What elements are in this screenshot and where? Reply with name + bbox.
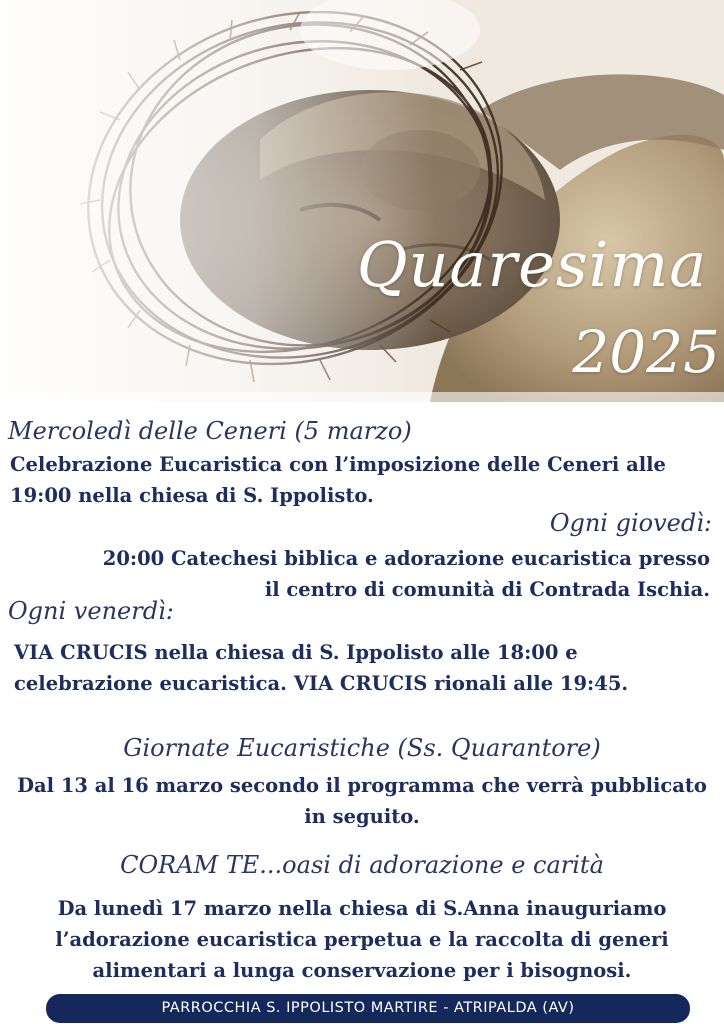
section-friday-text bbox=[14, 637, 724, 699]
text-line: Da lunedì 17 marzo nella chiesa di S.Anna inauguriamo bbox=[57, 897, 667, 920]
section-thursday bbox=[0, 508, 712, 538]
text-line: Dal 13 al 16 marzo secondo il programma che verrà pubblicato bbox=[17, 774, 707, 797]
poster-year: 2025 bbox=[572, 318, 720, 386]
section-heading: Giornate Eucaristiche (Ss. Quarantore) bbox=[123, 734, 601, 762]
text-line: l’adorazione eucaristica perpetua e la raccolta di generi bbox=[55, 928, 669, 951]
section-heading: Ogni giovedì: bbox=[549, 509, 712, 537]
text-line: 20:00 Catechesi biblica e adorazione eucaristica presso bbox=[102, 547, 710, 570]
section-ash-wednesday-text bbox=[10, 449, 720, 511]
section-coram-te bbox=[7, 850, 717, 880]
parish-footer: PARROCCHIA S. IPPOLISTO MARTIRE - ATRIPALDA (AV) bbox=[46, 994, 690, 1023]
section-eucharistic-days-text bbox=[7, 770, 717, 832]
poster-title: Quaresima bbox=[356, 228, 708, 301]
text-line: celebrazione eucaristica. VIA CRUCIS rionali alle 19:45. bbox=[14, 672, 629, 695]
section-coram-te-text bbox=[7, 893, 717, 986]
section-friday bbox=[8, 596, 718, 626]
text-line: VIA CRUCIS nella chiesa di S. Ippolisto alle 18:00 e bbox=[14, 641, 578, 664]
header-image bbox=[0, 0, 724, 402]
section-ash-wednesday bbox=[8, 416, 718, 446]
text-line: in seguito. bbox=[304, 805, 420, 828]
section-eucharistic-days bbox=[7, 733, 717, 763]
text-line: il centro di comunità di Contrada Ischia. bbox=[264, 578, 710, 601]
text-line: alimentari a lunga conservazione per i bisognosi. bbox=[92, 959, 632, 982]
section-heading: Ogni venerdì: bbox=[8, 597, 174, 625]
text-line: Celebrazione Eucaristica con l’imposizione delle Ceneri alle bbox=[10, 453, 666, 476]
text-line: 19:00 nella chiesa di S. Ippolisto. bbox=[10, 484, 374, 507]
section-heading: CORAM TE...oasi di adorazione e carità bbox=[120, 851, 604, 879]
section-heading: Mercoledì delle Ceneri (5 marzo) bbox=[8, 417, 412, 445]
